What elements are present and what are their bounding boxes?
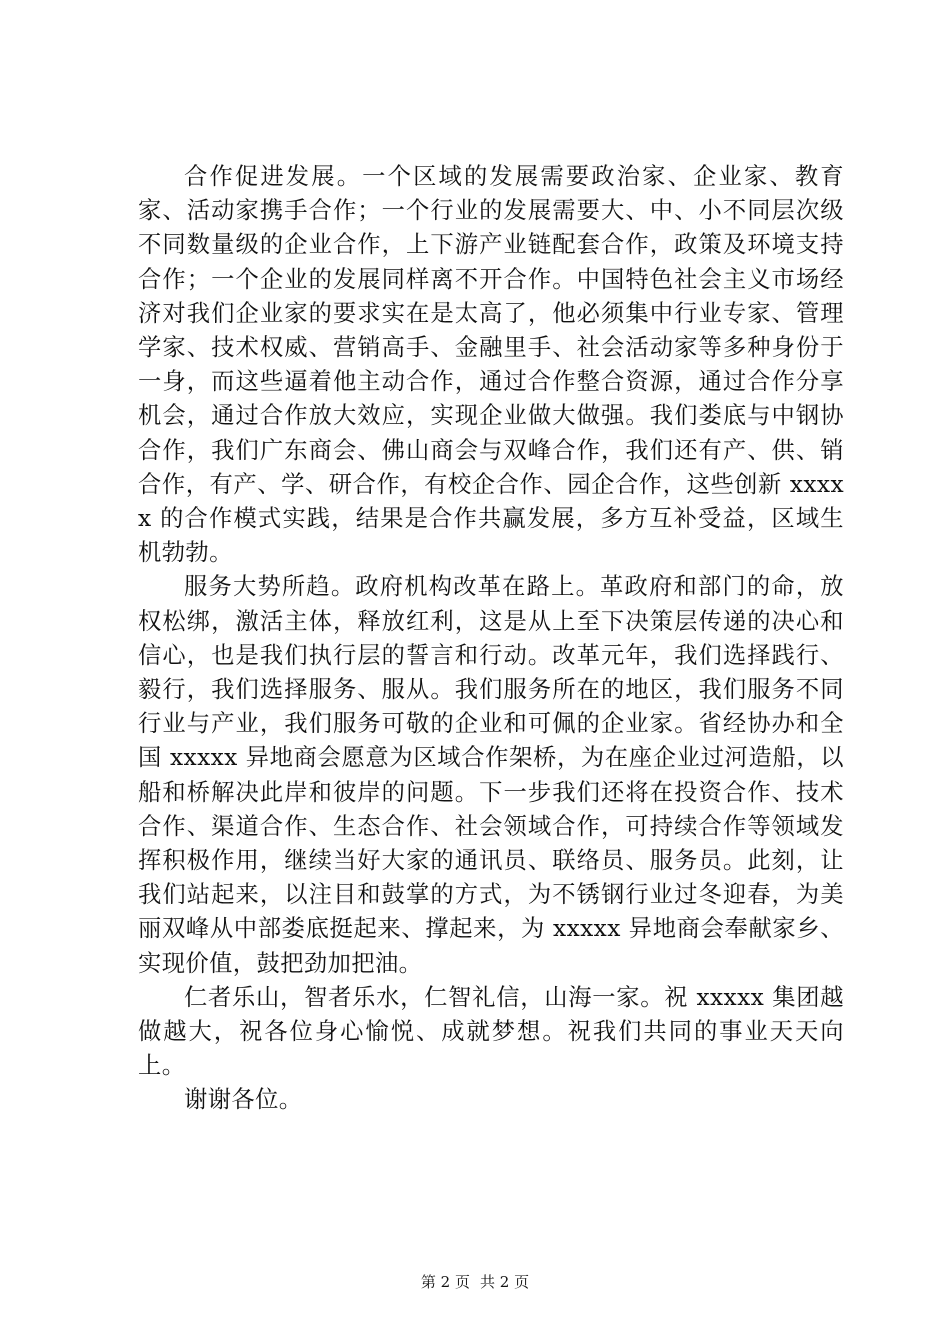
paragraph-blessing: 仁者乐山，智者乐水，仁智礼信，山海一家。祝 xxxxx 集团越做越大，祝各位身心愉悦、成就梦想。祝我们共同的事业天天向上。 bbox=[138, 983, 844, 1080]
page-footer bbox=[0, 1272, 950, 1292]
document-body bbox=[138, 160, 844, 1118]
paragraph-thanks: 谢谢各位。 bbox=[184, 1086, 303, 1114]
page-total: 共 2 页 bbox=[480, 1273, 530, 1291]
page-number: 第 2 页 bbox=[420, 1273, 470, 1291]
paragraph-service: 服务大势所趋。政府机构改革在路上。革政府和部门的命，放权松绑，激活主体，释放红利，这是从上至下决策层传递的决心和信心，也是我们执行层的誓言和行动。改革元年，我们选择践行、毅行，我们选择服务、服从。我们服务所在的地区，我们服务不同行业与产业，我们服务可敬的企业和可佩的企业家。省经协办和全国 xxxxx 异地商会愿意为区域合作架桥，为在座企业过河造船，以船和桥解决此岸和彼岸的问题。下一步我们还将在投资合作、技术合作、渠道合作、生态合作、社会领域合作，可持续合作等领域发挥积极作用，继续当好大家的通讯员、联络员、服务员。此刻，让我们站起来，以注目和鼓掌的方式，为不锈钢行业过冬迎春，为美丽双峰从中部娄底挺起来、撑起来，为 xxxxx 异地商会奉献家乡、实现价值，鼓把劲加把油。 bbox=[138, 573, 844, 977]
paragraph-cooperation: 合作促进发展。一个区域的发展需要政治家、企业家、教育家、活动家携手合作；一个行业的发展需要大、中、小不同层次级不同数量级的企业合作，上下游产业链配套合作，政策及环境支持合作；一个企业的发展同样离不开合作。中国特色社会主义市场经济对我们企业家的要求实在是太高了，他必须集中行业专家、管理学家、技术权威、营销高手、金融里手、社会活动家等多种身份于一身，而这些逼着他主动合作，通过合作整合资源，通过合作分享机会，通过合作放大效应，实现企业做大做强。我们娄底与中钢协合作，我们广东商会、佛山商会与双峰合作，我们还有产、供、销合作，有产、学、研合作，有校企合作、园企合作，这些创新 xxxxx 的合作模式实践，结果是合作共赢发展，多方互补受益，区域生机勃勃。 bbox=[138, 163, 844, 567]
